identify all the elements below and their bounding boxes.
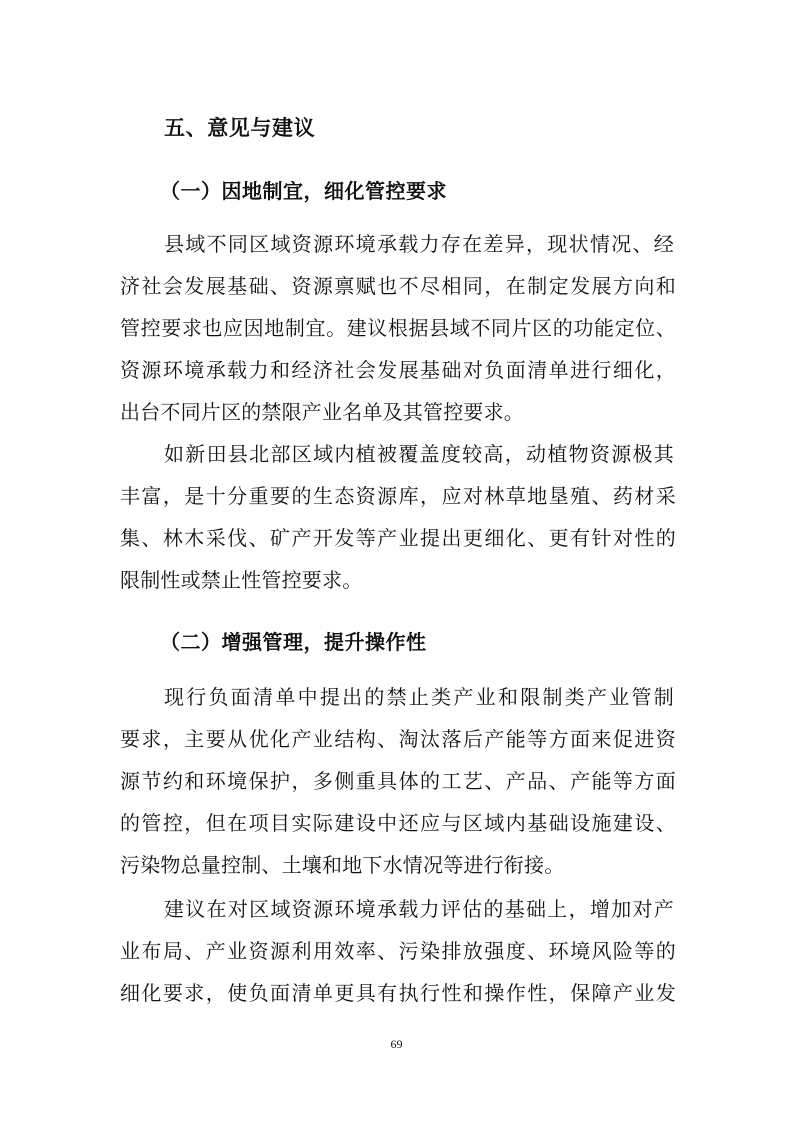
paragraph-3-line-1: 现行负面清单中提出的禁止类产业和限制类产业管制	[164, 685, 674, 709]
paragraph-1-line-1: 县域不同区域资源环境承载力存在差异，现状情况、经	[164, 232, 674, 256]
paragraph-4-line-1: 建议在对区域资源环境承载力评估的基础上，增加对产	[164, 897, 674, 921]
paragraph-1-line-3: 管控要求也应因地制宜。建议根据县域不同片区的功能定位、	[120, 316, 676, 340]
subsection-heading-1: （一）因地制宜，细化管控要求	[160, 179, 447, 203]
paragraph-1-line-4: 资源环境承载力和经济社会发展基础对负面清单进行细化，	[120, 358, 676, 382]
paragraph-4-line-3: 细化要求，使负面清单更具有执行性和操作性，保障产业发	[120, 981, 676, 1005]
paragraph-1-line-2: 济社会发展基础、资源禀赋也不尽相同，在制定发展方向和	[120, 274, 676, 298]
paragraph-2-line-1: 如新田县北部区域内植被覆盖度较高，动植物资源极其	[164, 442, 674, 466]
paragraph-2-line-3: 集、林木采伐、矿产开发等产业提出更细化、更有针对性的	[120, 526, 676, 550]
paragraph-2-line-4: 限制性或禁止性管控要求。	[120, 568, 363, 592]
paragraph-3-line-2: 要求，主要从优化产业结构、淘汰落后产能等方面来促进资	[120, 727, 676, 751]
paragraph-1-line-5: 出台不同片区的禁限产业名单及其管控要求。	[120, 400, 524, 424]
paragraph-2-line-2: 丰富，是十分重要的生态资源库，应对林草地垦殖、药材采	[120, 484, 676, 508]
paragraph-3-line-3: 源节约和环境保护，多侧重具体的工艺、产品、产能等方面	[120, 769, 676, 793]
section-heading: 五、意见与建议	[164, 116, 316, 140]
page-number: 69	[390, 1037, 403, 1051]
paragraph-3-line-5: 污染物总量控制、土壤和地下水情况等进行衔接。	[120, 853, 565, 877]
paragraph-3-line-4: 的管控，但在项目实际建设中还应与区域内基础设施建设、	[120, 811, 676, 835]
paragraph-4-line-2: 业布局、产业资源利用效率、污染排放强度、环境风险等的	[120, 939, 676, 963]
subsection-heading-2: （二）增强管理，提升操作性	[160, 630, 427, 654]
